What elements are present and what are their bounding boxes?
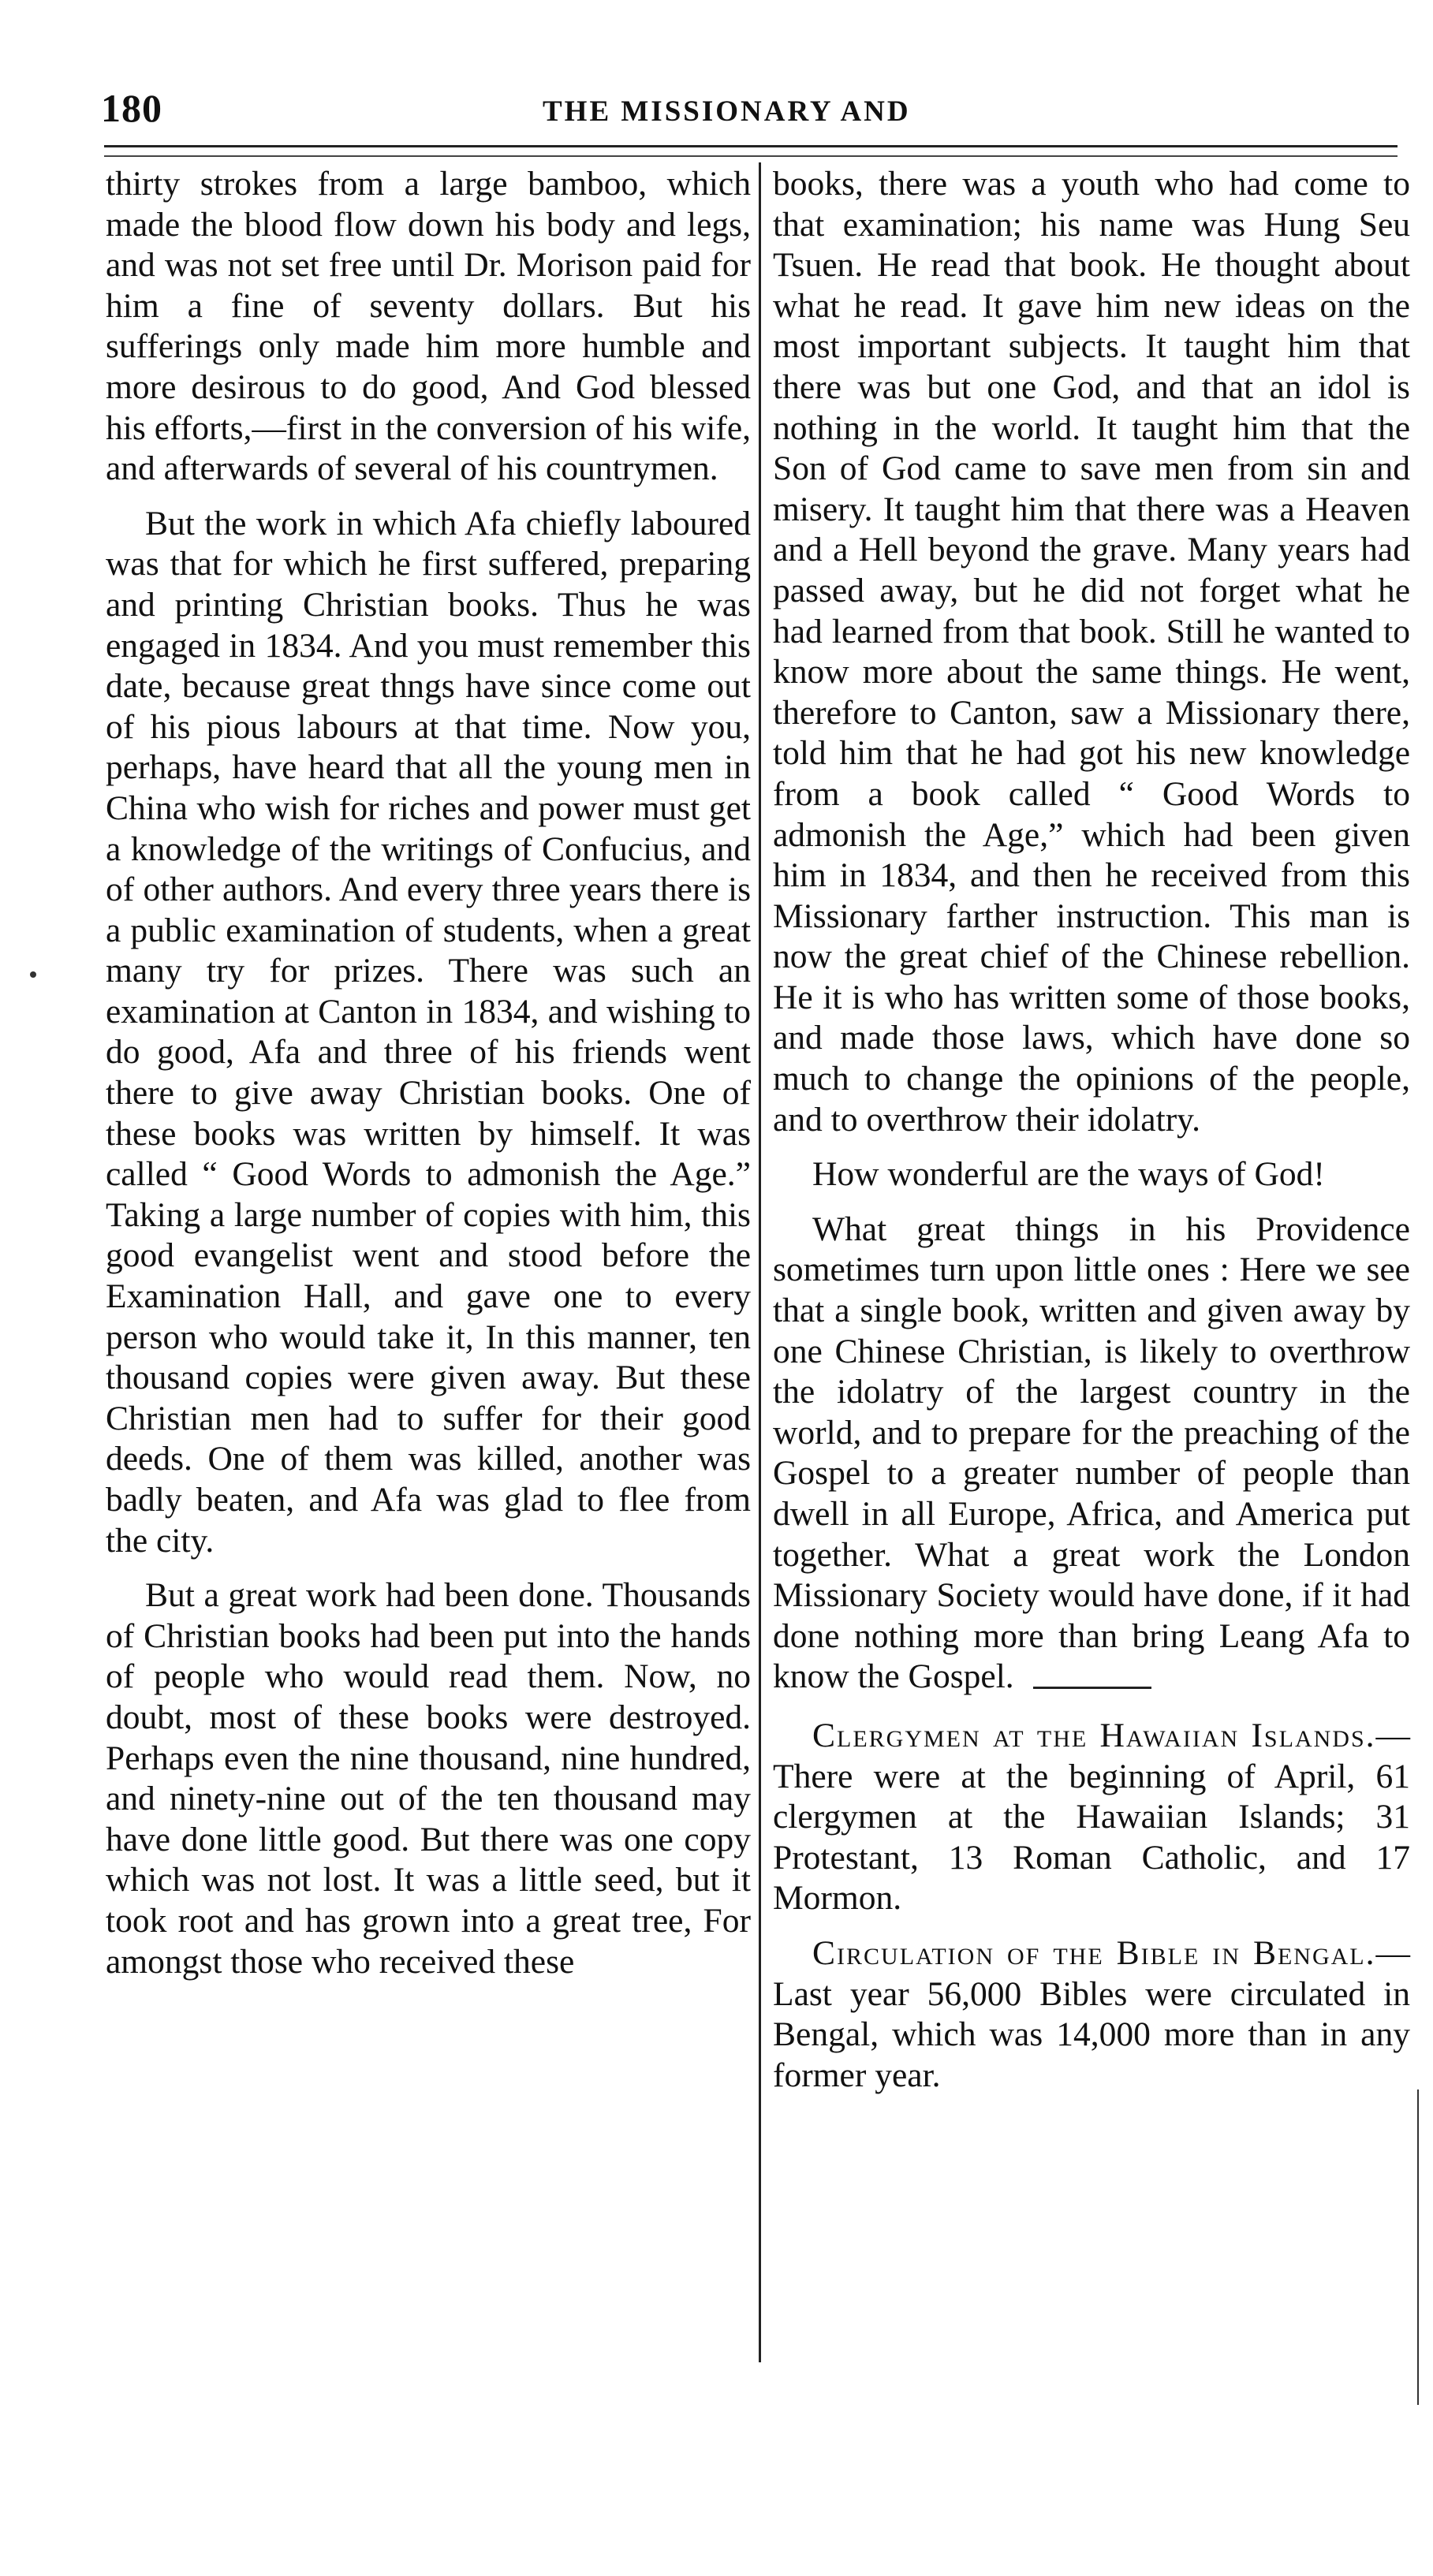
notice-heading: Circulation of the Bible in Bengal. <box>812 1933 1376 1972</box>
notice-body: —Last year 56,000 Bibles were circulated in Bengal, which was 14,000 more than in any former year. <box>773 1933 1410 2094</box>
paragraph: books, there was a youth who had come to that examination; his name was Hung Seu Tsuen. He read that book. He thought about what he read. It gave him new ideas on the most important subjects. It taught him that there was but one God, and that an idol is nothing in the world. It taught him that the Son of God came to save men from sin and misery. It taught him that there was a Heaven and a Hell beyond the grave. Many years had passed away, but he did not forget what he had learned from that book. Still he wanted to know more about the same things. He went, therefore to Canton, saw a Missionary there, told him that he had got his new knowledge from a book called “ Good Words to admonish the Age,” which had been given him in 1834, and then he received from this Missionary farther instruction. This man is now the great chief of the Chinese rebellion. He it is who has written some of those books, and made those laws, which have done so much to change the opinions of the people, and to overthrow their idolatry. <box>773 165 1410 1139</box>
left-column <box>106 164 751 1996</box>
paragraph: But a great work had been done. Thousands of Christian books had been put into the hands of people who would read them. Now, no doubt, most of these books were destroyed. Perhaps even the nine thousand, nine hundred, and ninety-nine out of the ten thousand may have done little good. But there was one copy which was not lost. It was a little seed, but it took root and has grown into a great tree, For amongst those who received these <box>106 1576 751 1981</box>
header-rule <box>104 145 1398 157</box>
page-header <box>101 85 1394 140</box>
margin-mark <box>30 971 36 978</box>
right-column <box>773 164 1410 2110</box>
column-divider <box>759 162 761 2362</box>
news-notice <box>773 1933 1410 2096</box>
notice-heading: Clergymen at the Hawaiian Islands. <box>812 1716 1376 1754</box>
news-notice <box>773 1716 1410 1919</box>
running-title: THE MISSIONARY AND <box>543 95 911 128</box>
paragraph: thirty strokes from a large bamboo, which made the blood flow down his body and legs, and was not set free until Dr. Morison paid for him a fine of seventy dollars. But his sufferings only made him more humble and more desirous to do good, And God blessed his efforts,—first in the conversion of his wife, and afterwards of several of his countrymen. <box>106 165 751 488</box>
notice-body: —There were at the beginning of April, 61 clergymen at the Hawaiian Islands; 31 Protestant, 13 Roman Catholic, and 17 Mormon. <box>773 1716 1410 1918</box>
page-number: 180 <box>101 86 162 130</box>
edge-rule <box>1417 2090 1419 2405</box>
section-separator <box>1033 1687 1151 1689</box>
paragraph: What great things in his Providence sometimes turn upon little ones : Here we see that a single book, written and given away by one Chinese Christian, is likely to overthrow the idolatry of the largest country in the world, and to prepare for the preaching of the Gospel to a greater number of people than dwell in all Europe, Africa, and America put together. What a great work the London Missionary Society would have done, if it had done nothing more than bring Leang Afa to know the Gospel. <box>773 1210 1410 1696</box>
paragraph: How wonderful are the ways of God! <box>812 1155 1325 1194</box>
paragraph: But the work in which Afa chiefly laboured was that for which he first suffered, preparing and printing Christian books. Thus he was engaged in 1834. And you must remember this date, because great thngs have since come out of his pious labours at that time. Now you, perhaps, have heard that all the young men in China who wish for riches and power must get a knowledge of the writings of Confucius, and of other authors. And every three years there is a public examination of students, when a great many try for prizes. There was such an examination at Canton in 1834, and wishing to do good, Afa and three of his friends went there to give away Christian books. One of these books was written by himself. It was called “ Good Words to admonish the Age.” Taking a large number of copies with him, this good evangelist went and stood before the Examination Hall, and gave one to every person who would take it, In this manner, ten thousand copies were given away. But these Christian men had to suffer for their good deeds. One of them was killed, another was badly beaten, and Afa was glad to flee from the city. <box>106 504 751 1560</box>
